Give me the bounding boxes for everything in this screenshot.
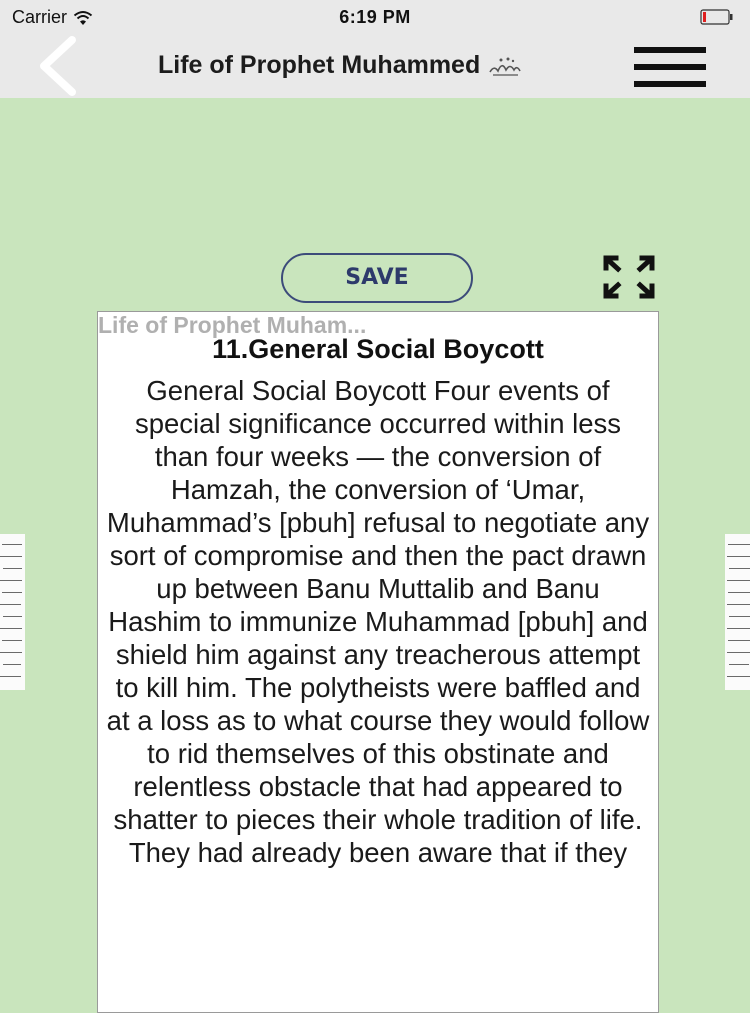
battery-icon	[700, 9, 734, 25]
chapter-page[interactable]	[97, 311, 659, 1013]
status-time: 6:19 PM	[339, 7, 411, 27]
menu-line	[634, 64, 706, 70]
text-line	[728, 592, 750, 593]
text-line	[0, 604, 21, 605]
text-line	[0, 580, 22, 581]
text-line	[0, 556, 22, 557]
text-line	[2, 544, 22, 545]
text-line	[729, 616, 750, 617]
carrier-label: Carrier	[12, 7, 68, 27]
back-chevron-icon	[28, 34, 88, 98]
text-line	[2, 640, 22, 641]
text-line	[3, 664, 21, 665]
back-button[interactable]	[28, 34, 88, 98]
text-line	[727, 604, 750, 605]
text-line	[0, 676, 21, 677]
chapter-body-text: General Social Boycott Four events of special significance occurred within less than four weeks — the conversion of Hamzah, the conversion of ‘Umar, Muhammad’s [pbuh] refusal to negotiate any sort of compromise and then the pact drawn up between Banu Muttalib and Banu Hashim to immunize Muhammad [pbuh] and shield him against any treacherous attempt to kill him. The polytheists were baffled and at a loss as to what course they would follow to rid themselves of this obstinate and relentless obstacle that had appeared to shatter to pieces their whole tradition of life. They had already been aware that if they	[106, 375, 650, 868]
text-line	[0, 652, 22, 653]
text-line	[727, 628, 750, 629]
nav-title	[158, 51, 522, 80]
calligraphy-icon	[488, 55, 522, 77]
text-line	[727, 652, 750, 653]
text-line	[728, 544, 750, 545]
text-line	[3, 568, 22, 569]
text-line	[3, 616, 22, 617]
chapter-heading: 11.General Social Boycott	[212, 334, 544, 364]
nav-bar	[0, 34, 750, 98]
previous-page-preview[interactable]	[0, 534, 25, 690]
text-line	[2, 592, 22, 593]
menu-line	[634, 47, 706, 53]
nav-title-text: Life of Prophet Muhammed	[158, 51, 481, 79]
menu-line	[634, 81, 706, 87]
expand-arrows-icon	[601, 253, 657, 301]
text-line	[729, 664, 749, 665]
text-line	[727, 676, 750, 677]
book-title: Life of Prophet Muham...	[98, 312, 367, 338]
next-page-preview[interactable]	[725, 534, 750, 690]
hamburger-menu-button[interactable]	[632, 45, 708, 89]
expand-button[interactable]	[601, 253, 657, 301]
save-button[interactable]: SAVE	[281, 253, 473, 303]
text-line	[0, 628, 22, 629]
status-bar	[0, 0, 750, 34]
text-line	[728, 640, 750, 641]
text-line	[729, 568, 750, 569]
text-line	[727, 556, 750, 557]
text-line	[727, 580, 750, 581]
